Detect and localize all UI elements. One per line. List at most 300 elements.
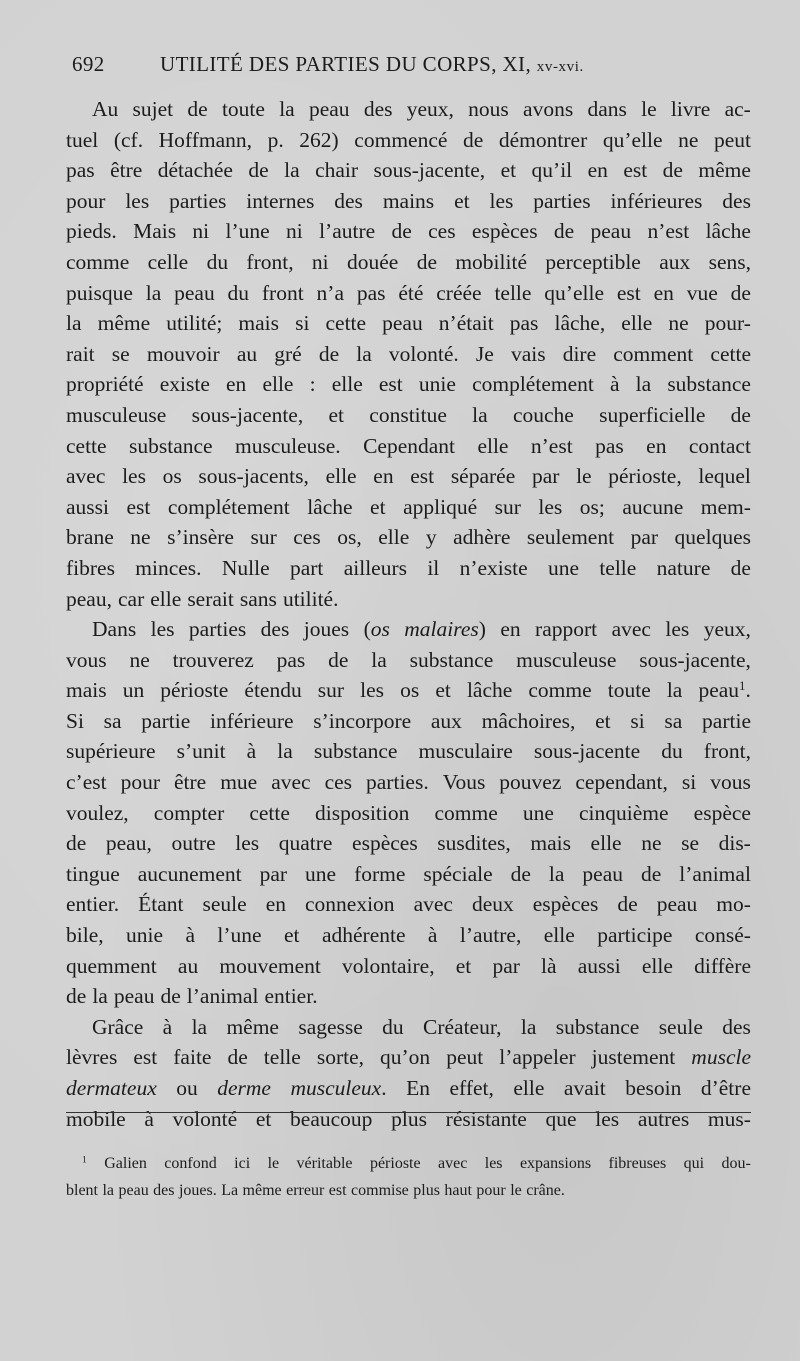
text-run: en	[587, 158, 608, 183]
word	[133, 94, 174, 125]
word	[66, 155, 95, 186]
text-run: pour	[66, 188, 106, 213]
word	[623, 155, 647, 186]
word	[315, 798, 409, 829]
word	[511, 339, 546, 370]
word	[260, 859, 287, 890]
text-line	[66, 859, 751, 890]
word	[299, 125, 338, 156]
word	[641, 94, 657, 125]
text-run: une	[522, 800, 554, 825]
word	[295, 308, 309, 339]
word	[159, 125, 252, 156]
text-run: le	[576, 464, 592, 489]
text-run: à	[162, 1014, 173, 1039]
word	[315, 155, 358, 186]
text-run: les	[125, 188, 150, 213]
word	[419, 736, 513, 767]
word	[610, 186, 702, 217]
text-line	[66, 522, 751, 553]
word	[66, 400, 166, 431]
word	[309, 94, 350, 125]
word	[66, 645, 107, 676]
text-run: lequel	[698, 464, 751, 489]
text-run: être	[110, 158, 143, 183]
word	[417, 247, 437, 278]
text-run: véritable	[296, 1155, 353, 1172]
text-run: quemment	[66, 953, 157, 978]
word	[66, 553, 115, 584]
text-run: un	[122, 678, 145, 703]
word	[404, 614, 486, 645]
word	[148, 247, 189, 278]
word	[578, 951, 621, 982]
word	[702, 706, 751, 737]
word	[264, 1042, 301, 1073]
word	[129, 645, 149, 676]
text-run: et	[595, 708, 611, 733]
word	[329, 1177, 347, 1204]
word	[222, 553, 270, 584]
text-run: dis-	[718, 831, 751, 856]
text-run: dans	[587, 97, 627, 121]
text-run: ne	[678, 127, 699, 152]
word	[434, 798, 497, 829]
word	[234, 1150, 250, 1177]
word	[621, 308, 652, 339]
word	[369, 400, 447, 431]
text-run: de	[160, 984, 181, 1009]
text-run: ne	[130, 525, 151, 550]
text-run: contact	[688, 433, 751, 458]
word	[731, 278, 751, 309]
word	[659, 247, 690, 278]
text-run: haut	[444, 1182, 472, 1199]
text-run: de	[391, 219, 412, 244]
word	[591, 216, 632, 247]
text-run: cette	[249, 800, 290, 825]
word	[444, 1177, 472, 1204]
word	[597, 920, 672, 951]
word	[532, 461, 559, 492]
text-run: du	[206, 249, 229, 274]
text-run: sur	[250, 525, 277, 550]
word	[599, 553, 636, 584]
italic-text: malaires	[404, 617, 479, 642]
text-run: substance	[313, 739, 398, 764]
word	[595, 706, 611, 737]
word	[617, 889, 637, 920]
word	[716, 889, 751, 920]
word	[698, 675, 750, 706]
text-run: l’une	[225, 219, 270, 244]
text-run: mains	[382, 188, 435, 213]
word	[160, 369, 210, 400]
text-run: de	[187, 97, 208, 121]
word	[625, 1073, 681, 1104]
word	[460, 553, 528, 584]
text-run: os,	[337, 525, 362, 550]
word	[704, 736, 751, 767]
word	[130, 522, 150, 553]
word	[342, 951, 435, 982]
text-run: aussi	[66, 494, 109, 519]
text-run: sujet	[132, 97, 174, 121]
word	[168, 492, 290, 523]
word	[298, 1012, 362, 1043]
text-run: parties.	[366, 770, 429, 795]
word	[151, 614, 175, 645]
text-run: existe	[159, 372, 210, 397]
word	[121, 767, 160, 798]
text-run: seule	[202, 892, 247, 917]
text-run: quelques	[674, 525, 751, 550]
word	[530, 828, 571, 859]
text-run: internes	[246, 188, 315, 213]
word	[66, 828, 86, 859]
text-run: n’était	[438, 311, 494, 336]
word	[722, 1012, 751, 1043]
text-run: sous-jacente,	[639, 647, 751, 672]
word	[112, 339, 130, 370]
text-run: par	[630, 525, 659, 550]
text-run: de	[730, 280, 751, 305]
text-run: ici	[234, 1155, 251, 1172]
word	[261, 614, 290, 645]
text-run: la	[635, 372, 652, 397]
text-run: et	[454, 188, 470, 213]
text-run: s’unit	[176, 739, 226, 764]
text-run: de	[66, 984, 87, 1009]
word	[437, 828, 510, 859]
word	[423, 1012, 502, 1043]
footnote-rule	[66, 1112, 751, 1113]
word	[246, 247, 293, 278]
text-run: et	[435, 678, 451, 703]
text-run: sens,	[708, 249, 751, 274]
text-run: la	[191, 1014, 208, 1039]
word	[580, 492, 605, 523]
text-line	[66, 247, 751, 278]
text-run: mouvoir	[146, 341, 220, 366]
text-run: ni	[286, 219, 303, 244]
word	[262, 278, 304, 309]
word	[363, 431, 455, 462]
text-run: seule	[658, 1014, 703, 1039]
word	[370, 1150, 421, 1177]
word	[423, 859, 492, 890]
word	[266, 889, 286, 920]
text-run: Vous	[442, 770, 486, 795]
text-run: elle	[543, 923, 575, 948]
text-run: dou-	[721, 1155, 751, 1172]
footnote-marker: 1	[82, 1154, 87, 1166]
text-line	[66, 584, 751, 615]
text-run: elle	[331, 372, 363, 397]
word	[66, 278, 133, 309]
text-run: des	[153, 1182, 175, 1199]
text-run: de	[328, 647, 349, 672]
text-run: commise	[351, 1182, 409, 1199]
text-run: ni	[311, 249, 329, 274]
word	[312, 247, 329, 278]
text-run: en	[646, 433, 667, 458]
word	[264, 981, 317, 1012]
text-run: même	[242, 1182, 282, 1199]
word	[66, 308, 82, 339]
word	[608, 461, 681, 492]
text-run: peau	[656, 892, 698, 917]
word	[392, 216, 412, 247]
italic-text: derme	[217, 1076, 271, 1100]
word	[701, 1073, 751, 1104]
text-run: effet,	[449, 1076, 494, 1100]
word	[66, 492, 109, 523]
text-run: aucunement	[137, 861, 242, 886]
word	[203, 889, 247, 920]
text-run: avec	[438, 1155, 468, 1172]
text-run: disposition	[315, 800, 410, 825]
text-run: la	[548, 861, 565, 886]
word	[173, 645, 254, 676]
text-run: crâne.	[526, 1182, 565, 1199]
text-line	[66, 614, 751, 645]
text-run: sagesse	[298, 1014, 363, 1039]
text-run: de	[730, 402, 751, 427]
word	[160, 675, 228, 706]
text-run: en	[653, 280, 674, 305]
text-run: .	[745, 678, 751, 703]
word	[237, 339, 257, 370]
text-run: part	[289, 555, 324, 580]
text-run: front,	[246, 249, 294, 274]
word	[283, 584, 339, 615]
word	[708, 1104, 751, 1135]
word	[582, 859, 623, 890]
text-run: ailleurs	[343, 555, 407, 580]
text-run: fibreuses	[608, 1155, 667, 1172]
word	[476, 339, 494, 370]
word	[641, 859, 661, 890]
text-run: .	[381, 1076, 387, 1100]
text-run: la	[92, 984, 108, 1009]
text-run: telle	[263, 1045, 301, 1070]
text-run: des	[260, 617, 290, 642]
word	[612, 614, 651, 645]
text-run: mo-	[716, 892, 751, 917]
text-run: de	[617, 892, 638, 917]
word	[407, 94, 454, 125]
word	[682, 767, 696, 798]
text-run: les	[595, 1106, 620, 1131]
text-run: peut	[446, 1045, 484, 1070]
word	[446, 1104, 527, 1135]
text-run: complétement	[167, 494, 290, 519]
word	[235, 431, 341, 462]
word	[414, 889, 453, 920]
word	[435, 675, 451, 706]
text-run: l’autre,	[459, 923, 522, 948]
text-run: Si	[66, 708, 84, 733]
text-run: peau	[118, 1182, 149, 1199]
word	[325, 767, 352, 798]
word	[352, 828, 418, 859]
text-run: mue	[220, 770, 258, 795]
text-run: de	[662, 158, 683, 183]
word	[305, 889, 395, 920]
word	[511, 859, 531, 890]
word	[146, 278, 162, 309]
word	[428, 920, 438, 951]
text-run: du	[661, 739, 683, 764]
word	[382, 1012, 404, 1043]
word	[322, 920, 406, 951]
text-line	[66, 1042, 751, 1073]
text-run: et	[284, 923, 300, 948]
word	[657, 553, 711, 584]
word	[563, 339, 596, 370]
main-text	[66, 94, 751, 1134]
word	[595, 1104, 619, 1135]
text-run: par	[259, 861, 288, 886]
word	[443, 767, 486, 798]
text-run: propriété	[66, 372, 144, 397]
word	[344, 553, 407, 584]
text-run: toute	[607, 678, 651, 703]
word	[731, 553, 751, 584]
word	[127, 492, 151, 523]
text-run: pour-	[704, 311, 751, 336]
text-run: vous	[66, 647, 107, 672]
word	[222, 94, 265, 125]
text-line	[66, 767, 751, 798]
text-run: des	[334, 188, 363, 213]
text-line	[66, 94, 751, 125]
text-run: gré	[274, 341, 302, 366]
word	[304, 614, 349, 645]
text-run: de	[553, 219, 575, 244]
text-run: et	[500, 158, 517, 183]
text-run: l’animal	[679, 861, 751, 886]
word	[290, 1104, 372, 1135]
word	[167, 522, 234, 553]
text-run: os	[162, 464, 182, 489]
word	[510, 1177, 522, 1204]
text-run: peau	[582, 861, 624, 886]
word	[499, 125, 587, 156]
word	[66, 522, 114, 553]
word	[66, 889, 119, 920]
word	[106, 828, 152, 859]
word	[451, 461, 515, 492]
word	[192, 1012, 208, 1043]
word	[66, 736, 156, 767]
text-run: la	[520, 1014, 537, 1039]
word	[546, 1104, 577, 1135]
word	[243, 1177, 282, 1204]
text-run: blent	[66, 1182, 98, 1199]
word	[706, 216, 751, 247]
text-run: étendu	[244, 678, 302, 703]
text-run: peau	[308, 97, 350, 121]
text-run: les	[489, 188, 514, 213]
text-run: une	[547, 555, 579, 580]
text-run: besoin	[625, 1076, 682, 1100]
word	[631, 522, 658, 553]
text-run: si	[630, 708, 645, 733]
text-run: avons	[523, 97, 574, 121]
word	[714, 125, 751, 156]
text-run: vous	[710, 770, 751, 795]
text-run: lâche	[705, 219, 751, 244]
text-run: consé-	[694, 923, 751, 948]
text-run: yeux,	[406, 97, 454, 121]
word	[513, 1073, 544, 1104]
text-run: expansions	[519, 1155, 592, 1172]
text-run: deux	[471, 892, 514, 917]
text-line	[66, 889, 751, 920]
word	[286, 216, 303, 247]
word	[453, 522, 510, 553]
word	[382, 308, 423, 339]
text-run: les	[122, 464, 146, 489]
text-run: sous-jacents,	[198, 464, 309, 489]
word	[513, 400, 574, 431]
word	[373, 461, 393, 492]
text-run: musculeuse	[66, 402, 167, 427]
text-run: chair	[315, 158, 359, 183]
text-run: cette	[710, 341, 751, 366]
word	[293, 522, 320, 553]
word	[472, 889, 514, 920]
text-run: elle	[262, 372, 294, 397]
text-run: lâche	[307, 494, 353, 519]
text-run: elle	[513, 1076, 545, 1100]
word	[485, 1150, 503, 1177]
text-run: des	[363, 97, 393, 121]
text-run: est	[616, 280, 641, 305]
word	[379, 369, 403, 400]
text-run: cependant,	[575, 770, 668, 795]
text-run: Mais	[133, 219, 177, 244]
text-run: qu’il	[531, 158, 573, 183]
text-run: plus	[391, 1106, 427, 1131]
text-run: et	[370, 494, 386, 519]
text-run: la	[279, 97, 295, 121]
word	[657, 889, 698, 920]
text-run: Nulle	[221, 555, 270, 580]
text-run: beaucoup	[290, 1106, 373, 1131]
word	[549, 859, 565, 890]
word	[406, 1073, 430, 1104]
word	[555, 308, 606, 339]
word	[679, 859, 751, 890]
text-line	[66, 461, 751, 492]
text-run: se	[681, 831, 699, 856]
word	[164, 1150, 216, 1177]
word	[516, 645, 616, 676]
word	[147, 339, 220, 370]
word	[66, 951, 157, 982]
word	[290, 1073, 386, 1104]
text-run: partie	[141, 708, 191, 733]
word	[419, 369, 456, 400]
text-run: des	[722, 188, 751, 213]
text-run: les	[235, 831, 260, 856]
word	[531, 431, 573, 462]
text-run: du	[227, 280, 250, 305]
text-run: unie	[418, 372, 456, 397]
